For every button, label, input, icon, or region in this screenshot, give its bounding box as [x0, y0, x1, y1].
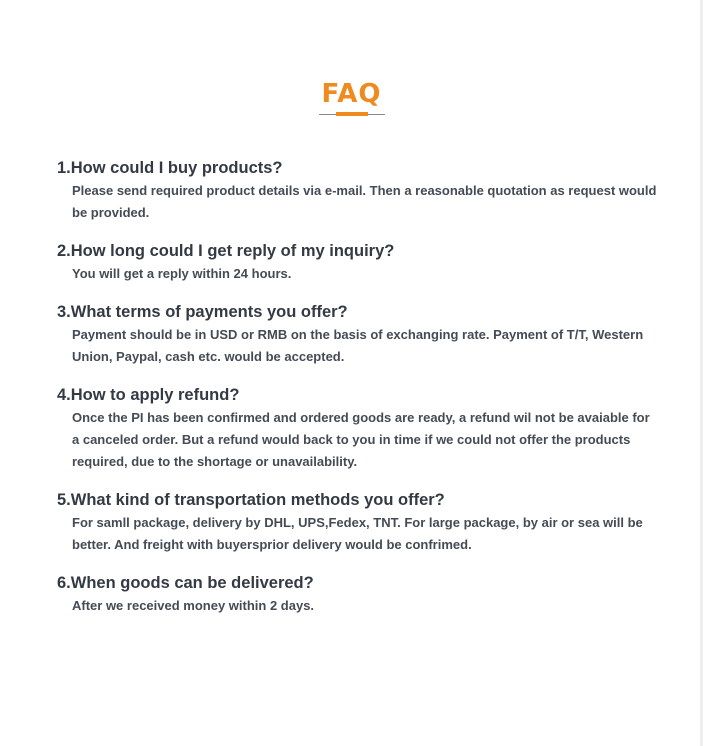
faq-answer: Please send required product details via e-mail. Then a reasonable quotation as request would be provided.: [72, 183, 657, 220]
title-underline: [319, 110, 385, 116]
faq-question: 5.What kind of transportation methods you offer?: [57, 491, 445, 509]
faq-question: 6.When goods can be delivered?: [57, 574, 314, 592]
faq-question: 4.How to apply refund?: [57, 386, 240, 404]
faq-question: 3.What terms of payments you offer?: [57, 303, 348, 321]
faq-header: [0, 80, 703, 116]
faq-question: 2.How long could I get reply of my inquiry?: [57, 242, 395, 260]
title-underline-accent: [336, 112, 368, 116]
faq-item: [57, 488, 657, 556]
faq-item: [57, 239, 657, 285]
faq-list: [57, 156, 657, 632]
faq-answer: Once the PI has been confirmed and ordered goods are ready, a refund wil not be avaiable for a canceled order. But a refund would back to you in time if we could not offer the products required, due to the shortage or unavailability.: [72, 410, 650, 469]
faq-answer: After we received money within 2 days.: [72, 598, 315, 613]
faq-item: [57, 156, 657, 224]
faq-answer: For samll package, delivery by DHL, UPS,Fedex, TNT. For large package, by air or sea will be better. And freight with buyersprior delivery would be confrimed.: [72, 515, 643, 552]
faq-item: [57, 571, 657, 617]
faq-answer: You will get a reply within 24 hours.: [72, 266, 292, 281]
faq-question: 1.How could I buy products?: [57, 159, 283, 177]
faq-item: [57, 383, 657, 473]
page-title: FAQ: [321, 79, 382, 109]
faq-answer: Payment should be in USD or RMB on the basis of exchanging rate. Payment of T/T, Western Union, Paypal, cash etc. would be accepted.: [72, 327, 644, 364]
faq-item: [57, 300, 657, 368]
